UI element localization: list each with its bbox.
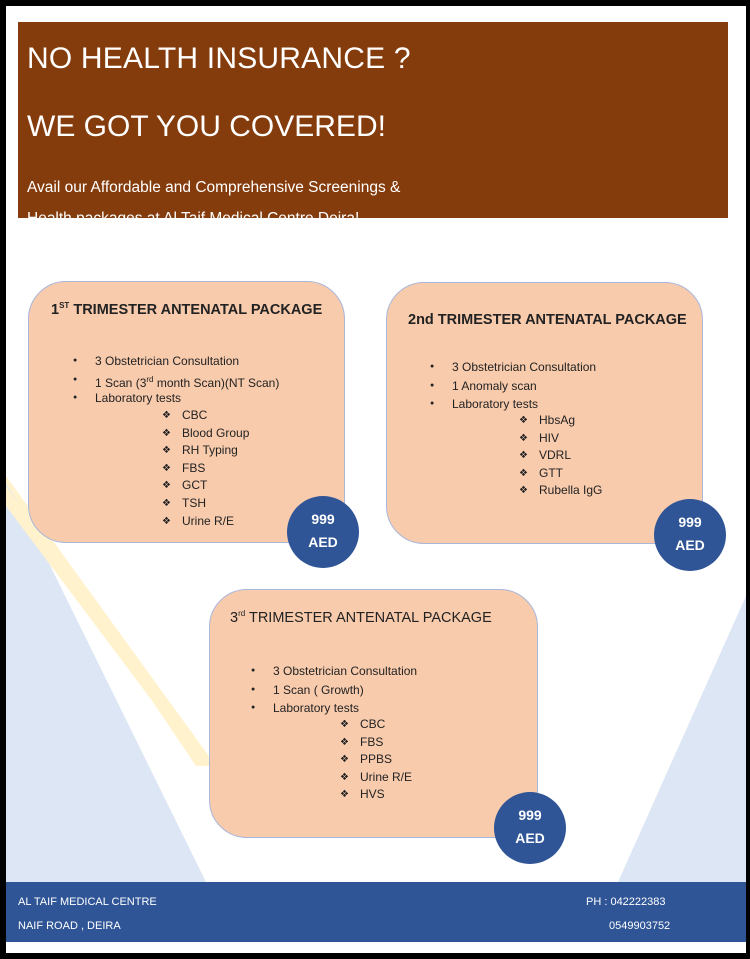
- footer-address: NAIF ROAD , DEIRA: [18, 920, 121, 932]
- lab-test-item: ❖ Urine R/E: [182, 513, 249, 531]
- lab-test-item: ❖ TSH: [182, 495, 249, 513]
- headline-no-insurance: NO HEALTH INSURANCE ?: [27, 42, 411, 75]
- banner-subtext-line2: Health packages at Al Taif Medical Centre Deira!: [27, 210, 360, 227]
- package-title: 2nd TRIMESTER ANTENATAL PACKAGE: [408, 312, 687, 328]
- header-banner: [18, 22, 728, 227]
- price-currency: AED: [515, 830, 545, 846]
- price-currency: AED: [308, 534, 338, 550]
- lab-tests-list: [360, 716, 412, 804]
- footer-clinic-name: AL TAIF MEDICAL CENTRE: [18, 896, 157, 908]
- price-value: 999: [311, 511, 335, 527]
- price-badge-2nd: [654, 499, 726, 571]
- list-item: ● 3 Obstetrician Consultation: [95, 352, 279, 371]
- list-item: ● 1 Anomaly scan: [452, 377, 596, 396]
- package-items: [452, 358, 596, 414]
- flyer-page: [6, 6, 746, 953]
- lab-test-item: ❖ GCT: [182, 477, 249, 495]
- footer-phone-landline[interactable]: PH : 042222383: [586, 896, 666, 908]
- footer-phone-mobile[interactable]: 0549903752: [609, 920, 671, 932]
- package-items: [273, 662, 417, 718]
- lab-test-item: ❖ HVS: [360, 786, 412, 804]
- price-badge-1st: [287, 496, 359, 568]
- list-item: ● 3 Obstetrician Consultation: [452, 358, 596, 377]
- lab-test-item: ❖ Blood Group: [182, 425, 249, 443]
- package-title: 3rd TRIMESTER ANTENATAL PACKAGE: [230, 609, 492, 626]
- lab-test-item: ❖ VDRL: [539, 447, 602, 465]
- list-item: ● Laboratory tests: [95, 389, 279, 408]
- list-item: ● Laboratory tests: [273, 699, 417, 718]
- lab-tests-list: [182, 407, 249, 530]
- lab-tests-list: [539, 412, 602, 500]
- lab-test-item: ❖ RH Typing: [182, 442, 249, 460]
- price-value: 999: [678, 514, 702, 530]
- lab-test-item: ❖ Urine R/E: [360, 769, 412, 787]
- lab-test-item: ❖ HIV: [539, 430, 602, 448]
- price-currency: AED: [675, 537, 705, 553]
- lab-test-item: ❖ HbsAg: [539, 412, 602, 430]
- list-item: ● 1 Scan (3rd month Scan)(NT Scan): [95, 371, 279, 390]
- package-card-2nd-trimester: [386, 282, 703, 544]
- lab-test-item: ❖ Rubella IgG: [539, 482, 602, 500]
- price-value: 999: [518, 807, 542, 823]
- footer-bar: [6, 882, 746, 942]
- package-card-3rd-trimester: [209, 589, 538, 838]
- list-item: ● 1 Scan ( Growth): [273, 681, 417, 700]
- list-item: ● 3 Obstetrician Consultation: [273, 662, 417, 681]
- lab-test-item: ❖ FBS: [360, 734, 412, 752]
- headline-covered: WE GOT YOU COVERED!: [27, 110, 386, 143]
- package-items: [95, 352, 279, 408]
- lab-test-item: ❖ CBC: [360, 716, 412, 734]
- bg-triangle-right: [618, 596, 746, 882]
- package-card-1st-trimester: [28, 281, 345, 543]
- lab-test-item: ❖ FBS: [182, 460, 249, 478]
- lab-test-item: ❖ CBC: [182, 407, 249, 425]
- package-title: 1ST TRIMESTER ANTENATAL PACKAGE: [51, 301, 323, 318]
- list-item: ● Laboratory tests: [452, 395, 596, 414]
- banner-subtext-line1: Avail our Affordable and Comprehensive Screenings &: [27, 179, 401, 196]
- lab-test-item: ❖ PPBS: [360, 751, 412, 769]
- price-badge-3rd: [494, 792, 566, 864]
- lab-test-item: ❖ GTT: [539, 465, 602, 483]
